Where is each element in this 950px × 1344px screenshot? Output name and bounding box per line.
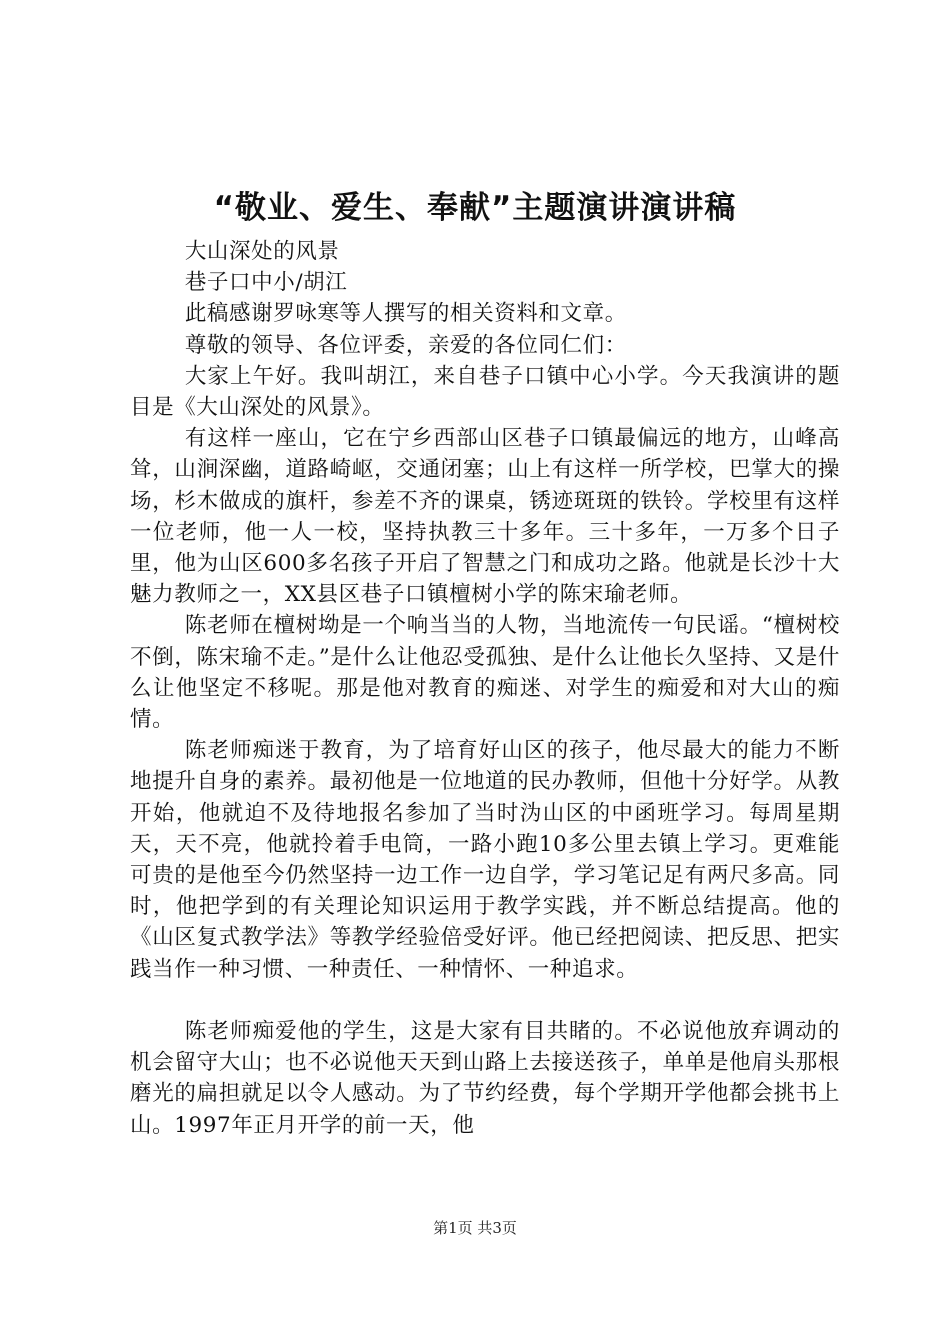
paragraph-devotion-education: 陈老师痴迷于教育，为了培育好山区的孩子，他尽最大的能力不断地提升自身的素养。最初他是一位地道的民办教师，但他十分好学。从教开始，他就迫不及待地报名参加了当时沩山区的中函班学习。每周星期天，天不亮，他就拎着手电筒，一路小跑10多公里去镇上学习。更难能可贵的是他至今仍然坚持一边工作一边自学，学习笔记足有两尺多高。同时，他把学到的有关理论知识运用于教学实践，并不断总结提高。他的《山区复式教学法》等教学经验倍受好评。他已经把阅读、把反思、把实践当作一种习惯、一种责任、一种情怀、一种追求。 bbox=[130, 738, 840, 982]
paragraph-love-students: 陈老师痴爱他的学生，这是大家有目共睹的。不必说他放弃调动的机会留守大山；也不必说他天天到山路上去接送孩子，单单是他肩头那根磨光的扁担就足以令人感动。为了节约经费，每个学期开学他都会挑书上山。1997年正月开学的前一天，他 bbox=[130, 1019, 840, 1138]
paragraph-greeting: 大家上午好。我叫胡江，来自巷子口镇中心小学。今天我演讲的题目是《大山深处的风景》。 bbox=[130, 363, 840, 421]
document-title: “敬业、爱生、奉献”主题演讲演讲稿 bbox=[213, 190, 737, 226]
paragraph-folk-rhyme: 陈老师在檀树坳是一个响当当的人物，当地流传一句民谣。“檀树校不倒，陈宋瑜不走。”是什么让他忍受孤独、是什么让他长久坚持、又是什么让他坚定不移呢。那是他对教育的痴迷、对学生的痴爱和对大山的痴情。 bbox=[130, 613, 840, 733]
paragraph-subtitle: 大山深处的风景 bbox=[184, 239, 340, 264]
paragraph-acknowledgement: 此稿感谢罗咏寒等人撰写的相关资料和文章。 bbox=[184, 301, 627, 327]
paragraph-author: 巷子口中小/胡江 bbox=[184, 270, 348, 296]
document-body bbox=[130, 236, 840, 1141]
paragraph-blank bbox=[130, 985, 840, 1016]
paragraph-mountain-school: 有这样一座山，它在宁乡西部山区巷子口镇最偏远的地方，山峰高耸，山涧深幽，道路崎岖，交通闭塞；山上有这样一所学校，巴掌大的操场，杉木做成的旗杆，参差不齐的课桌，锈迹斑斑的铁铃。学校里有这样一位老师，他一人一校，坚持执教三十多年。三十多年，一万多个日子里，他为山区600多名孩子开启了智慧之门和成功之路。他就是长沙十大魅力教师之一，XX县区巷子口镇檀树小学的陈宋瑜老师。 bbox=[130, 426, 840, 608]
page-footer: 第1页 共3页 bbox=[433, 1219, 517, 1237]
paragraph-salutation: 尊敬的领导、各位评委，亲爱的各位同仁们： bbox=[184, 332, 627, 358]
